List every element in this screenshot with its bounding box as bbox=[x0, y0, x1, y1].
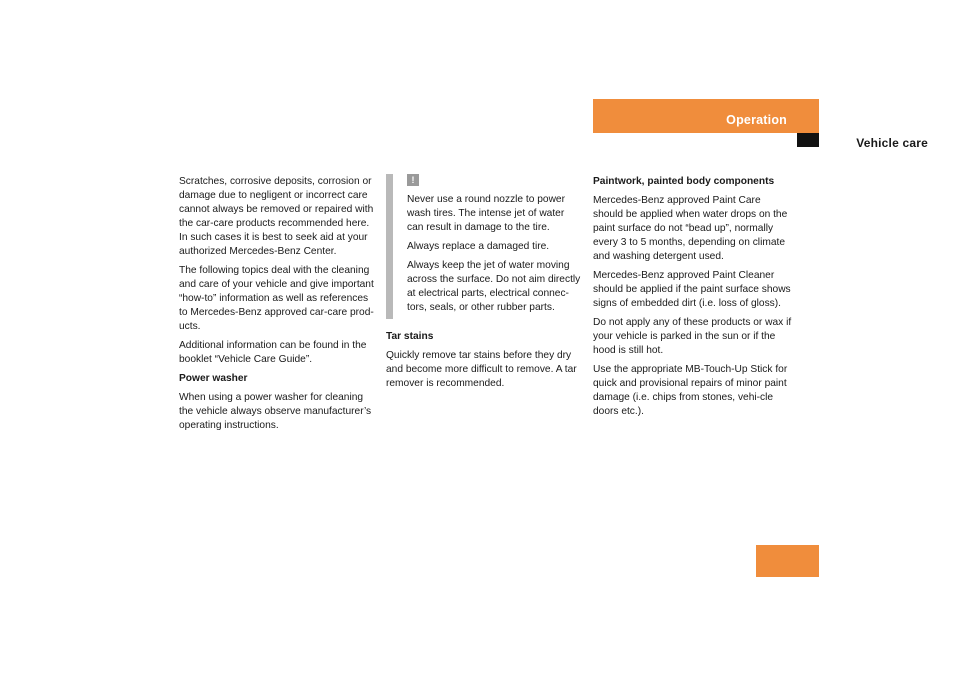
power-washer-heading: Power washer bbox=[179, 373, 248, 384]
subsection-title: Vehicle care bbox=[856, 136, 928, 150]
note-paragraph: Always replace a damaged tire. bbox=[407, 241, 550, 252]
power-washer-paragraph: When using a power washer for cleaning the vehicle always observe manufacturer’s operating instructions. bbox=[179, 392, 372, 431]
column-middle bbox=[386, 174, 582, 396]
intro-paragraph: Scratches, corrosive deposits, corrosion or damage due to negligent or incorrect care cannot always be removed or repaired with the car-care products recommended here. In such cases it is best to seek aid at your authorized Mercedes-Benz Center. bbox=[179, 176, 374, 257]
paintwork-heading: Paintwork, painted body components bbox=[593, 176, 775, 187]
warning-note bbox=[386, 174, 582, 319]
page-number-box bbox=[756, 545, 819, 577]
note-paragraph: Always keep the jet of water moving across the surface. Do not aim directly at electrical parts, electrical connec-tors, seals, or other rubber parts. bbox=[407, 260, 581, 313]
section-title: Operation bbox=[726, 113, 787, 127]
additional-info-paragraph: Additional information can be found in the booklet “Vehicle Care Guide”. bbox=[179, 340, 367, 365]
column-left bbox=[179, 175, 376, 438]
page-number: 249 bbox=[907, 548, 928, 562]
warning-icon: ! bbox=[407, 174, 419, 186]
paint-care-paragraph: Mercedes-Benz approved Paint Care should be applied when water drops on the paint surface do not “bead up”, normally every 3 to 5 months, depending on climate and washing detergent used. bbox=[593, 195, 788, 262]
note-paragraph: Never use a round nozzle to power wash tires. The intense jet of water can result in damage to the tire. bbox=[407, 194, 565, 233]
tar-stains-heading: Tar stains bbox=[386, 331, 434, 342]
section-header-box bbox=[593, 99, 819, 133]
hot-hood-paragraph: Do not apply any of these products or wax if your vehicle is parked in the sun or if the hood is still hot. bbox=[593, 317, 792, 356]
topics-paragraph: The following topics deal with the cleaning and care of your vehicle and give important “how-to” information as well as references to Mercedes-Benz approved car-care prod-ucts. bbox=[179, 265, 374, 332]
header-marker bbox=[797, 133, 819, 147]
column-right bbox=[593, 175, 793, 424]
tar-stains-paragraph: Quickly remove tar stains before they dry and become more difficult to remove. A tar remover is recommended. bbox=[386, 350, 577, 389]
touch-up-paragraph: Use the appropriate MB-Touch-Up Stick for quick and provisional repairs of minor paint damage (i.e. chips from stones, vehi-cle doors etc.). bbox=[593, 364, 788, 417]
paint-cleaner-paragraph: Mercedes-Benz approved Paint Cleaner should be applied if the paint surface shows signs of embedded dirt (i.e. loss of gloss). bbox=[593, 270, 791, 309]
